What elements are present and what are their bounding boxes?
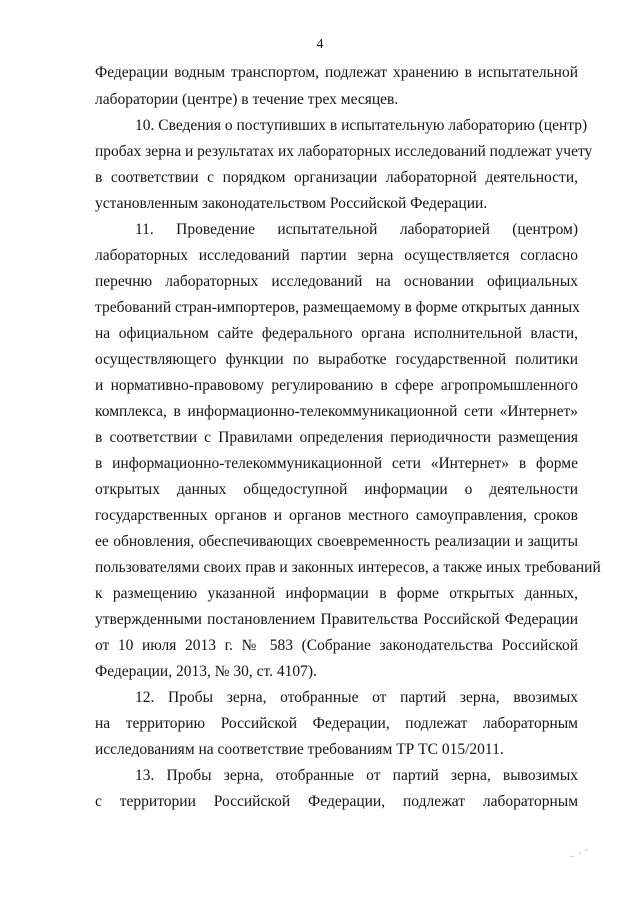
text-line: открытых данных общедоступной информации о деятельности [95,481,578,498]
paragraph-11-first-line: 11. Проведение испытательной лабораторией (центром) [135,221,578,238]
page-number: 4 [316,37,324,52]
text-line: комплекса, в информационно-телекоммуникационной сети «Интернет» [95,403,578,420]
text-line: Федерации, 2013, № 30, ст. 4107). [95,663,317,680]
text-line: лаборатории (центре) в течение трех месяцев. [95,91,399,108]
text-line: на территорию Российской Федерации, подлежат лабораторным [95,715,578,732]
text-line: в соответствии с Правилами определения периодичности размещения [95,429,578,446]
text-line: от 10 июля 2013 г. № 583 (Собрание законодательства Российской [95,637,578,654]
text-line: утвержденными постановлением Правительства Российской Федерации [95,611,578,628]
paragraph-13-first-line: 13. Пробы зерна, отобранные от партий зерна, вывозимых [135,767,578,784]
text-line: пользователями своих прав и законных интересов, а также иных требований [95,559,601,576]
paragraph-12-first-line: 12. Пробы зерна, отобранные от партий зерна, ввозимых [135,689,578,706]
text-line: Федерации водным транспортом, подлежат хранению в испытательной [95,64,578,81]
text-line: требований стран-импортеров, размещаемому в форме открытых данных [95,299,580,316]
text-line: установленным законодательством Российской Федерации. [95,195,488,212]
scan-artifact-mark [568,848,590,860]
text-line: перечню лабораторных исследований на основании официальных [95,273,578,290]
text-line: ее обновления, обеспечивающих своевременность реализации и защиты [95,533,578,550]
text-line: лабораторных исследований партии зерна осуществляется согласно [95,247,578,264]
text-line: осуществляющего функции по выработке государственной политики [95,351,578,368]
text-line: с территории Российской Федерации, подлежат лабораторным [95,793,578,810]
text-line: в информационно-телекоммуникационной сети «Интернет» в форме [95,455,578,472]
text-line: и нормативно-правовому регулированию в сфере агропромышленного [95,377,578,394]
text-line: пробах зерна и результатах их лабораторных исследований подлежат учету [95,143,593,160]
text-line: к размещению указанной информации в форме открытых данных, [95,585,578,602]
paragraph-10-first-line: 10. Сведения о поступивших в испытательную лабораторию (центр) [135,117,588,134]
text-line: на официальном сайте федерального органа исполнительной власти, [95,325,578,342]
text-line: в соответствии с порядком организации лабораторной деятельности, [95,169,578,186]
text-line: государственных органов и органов местного самоуправления, сроков [95,507,578,524]
text-line: исследованиям на соответствие требованиям ТР ТС 015/2011. [95,741,504,758]
